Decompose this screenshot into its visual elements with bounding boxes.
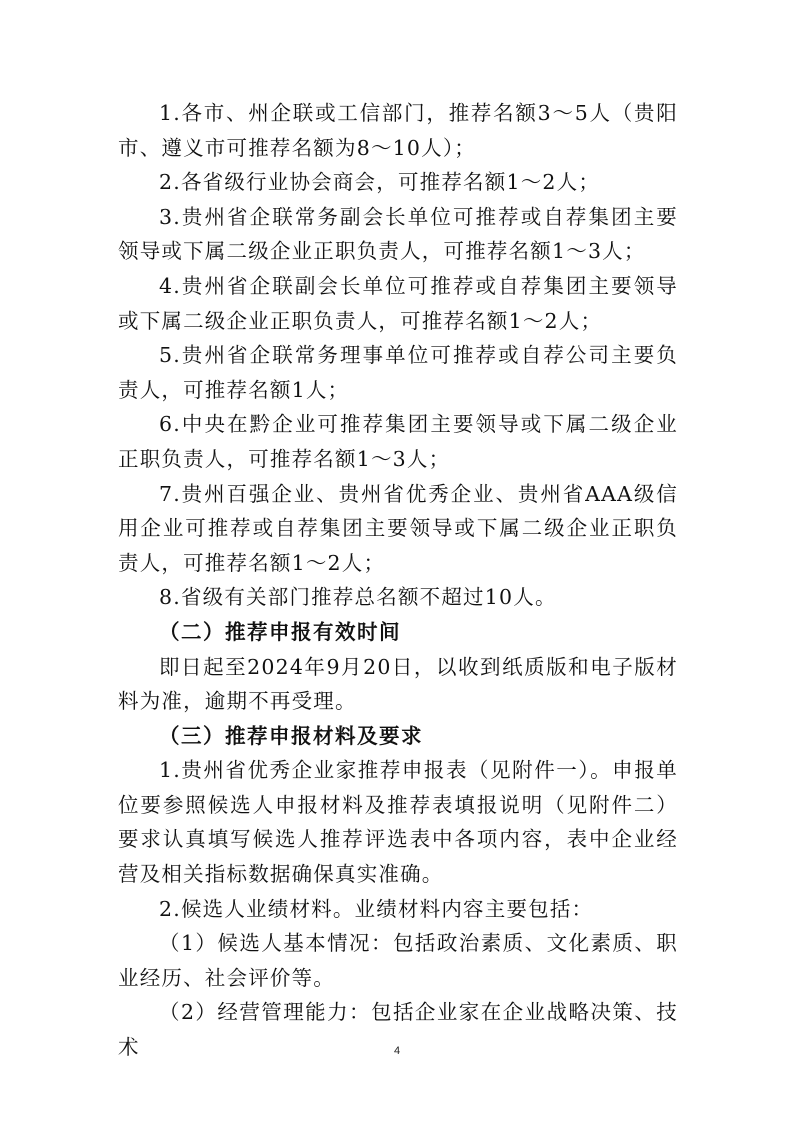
paragraph-deadline: 即日起至2024年9月20日，以收到纸质版和电子版材料为准，逾期不再受理。 — [118, 654, 678, 714]
paragraph-application-form: 1.贵州省优秀企业家推荐申报表（见附件一）。申报单位要参照候选人申报材料及推荐表填报说明（见附件二）要求认真填写候选人推荐评选表中各项内容，表中企业经营及相关指标数据确保真实准确。 — [118, 758, 678, 887]
paragraph-quota-industry-association: 2.各省级行业协会商会，可推荐名额1～2人； — [159, 170, 601, 195]
paragraph-quota-top-enterprise: 7.贵州百强企业、贵州省优秀企业、贵州省AAA级信用企业可推荐或自荐集团主要领导或下属二级企业正职负责人，可推荐名额1～2人； — [118, 481, 678, 575]
page-number: 4 — [393, 1045, 401, 1057]
document-body — [118, 96, 678, 1065]
paragraph-quota-executive-director-unit: 5.贵州省企联常务理事单位可推荐或自荐公司主要负责人，可推荐名额1人； — [118, 343, 678, 402]
paragraph-basic-info: （1）候选人基本情况：包括政治素质、文化素质、职业经历、社会评价等。 — [118, 931, 678, 990]
paragraph-management-ability: （2）经营管理能力：包括企业家在企业战略决策、技术 — [118, 1000, 678, 1060]
paragraph-quota-provincial-department: 8.省级有关部门推荐总名额不超过10人。 — [159, 585, 557, 610]
paragraph-performance-materials: 2.候选人业绩材料。业绩材料内容主要包括： — [159, 896, 594, 921]
paragraph-quota-central-enterprise: 6.中央在黔企业可推荐集团主要领导或下属二级企业正职负责人，可推荐名额1～3人； — [118, 412, 678, 471]
paragraph-quota-city: 1.各市、州企联或工信部门，推荐名额3～5人（贵阳市、遵义市可推荐名额为8～10人）； — [118, 101, 678, 160]
section-heading-materials: （三）推荐申报材料及要求 — [159, 723, 423, 748]
section-heading-valid-time: （二）推荐申报有效时间 — [159, 619, 401, 644]
paragraph-quota-executive-vice-president-unit: 3.贵州省企联常务副会长单位可推荐或自荐集团主要领导或下属二级企业正职负责人，可推荐名额1～3人； — [118, 204, 678, 264]
paragraph-quota-vice-president-unit: 4.贵州省企联副会长单位可推荐或自荐集团主要领导或下属二级企业正职负责人，可推荐名额1～2人； — [118, 273, 678, 333]
